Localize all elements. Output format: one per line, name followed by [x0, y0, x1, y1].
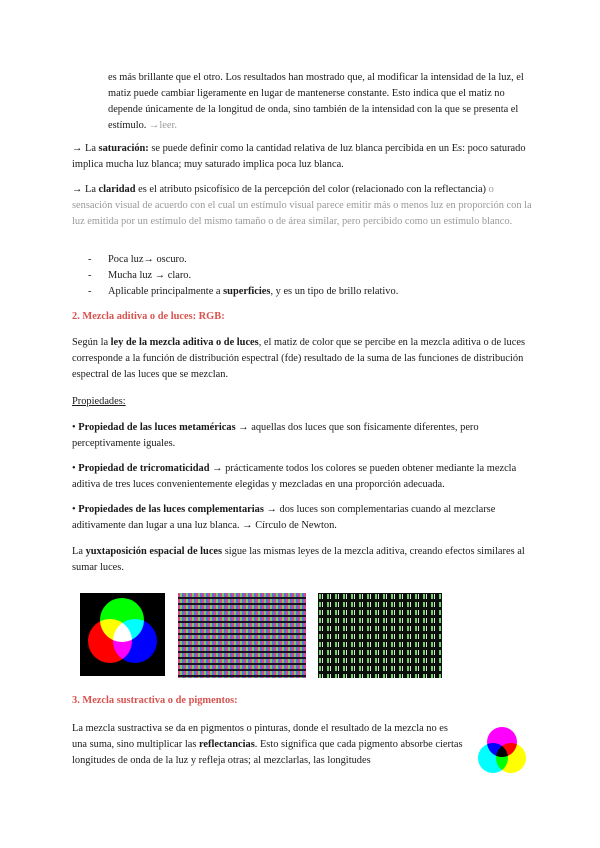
term-claridad: claridad — [98, 184, 136, 195]
sustractiva-text: La mezcla sustractiva se da en pigmentos o pinturas, donde el resultado de la mezcla no es una suma, sino multiplicar las — [72, 723, 448, 750]
aditiva-text: , el matiz de color que se percibe en la mezcla aditiva o de luces corresponde a la función de distribución espectral (fde) resultado de la suma de las funciones de distribución espectral de las luces que se mezclan. — [72, 337, 525, 380]
bullet: • — [72, 422, 79, 433]
rgb-additive-image — [80, 593, 165, 676]
yuxtaposicion-text: La — [72, 546, 86, 557]
rgb-pixel-pattern-image — [178, 593, 306, 678]
list-item-text: Poca luz→ oscuro. — [108, 254, 187, 265]
propiedades-label: Propiedades: — [72, 396, 126, 407]
paragraph-matiz-text: es más brillante que el otro. Los resultados han mostrado que, al modificar la intensidad de la luz, el matiz puede cambiar ligeramente en lugar de mantenerse constante. Esto indica que el matiz no depende únicamente de la longitud de onda, sino también de la intensidad con la que se presenta el estímulo. — [108, 72, 524, 131]
heading-mezcla-aditiva: 2. Mezcla aditiva o de luces: RGB: — [72, 311, 225, 322]
property-text: → prácticamente todos los colores se pueden obtener mediante la mezcla aditiva de tres luces convenientemente elegidas y mezcladas en una proporción adecuada. — [72, 463, 517, 490]
paragraph-yuxtaposicion — [72, 544, 532, 576]
heading-mezcla-sustractiva: 3. Mezcla sustractiva o de pigmentos: — [72, 695, 238, 706]
leer-link[interactable]: →leer. — [149, 120, 177, 131]
aditiva-text: Según la — [72, 337, 111, 348]
property-text: → aquellas dos luces que son físicamente diferentes, pero perceptivamente iguales. — [72, 422, 479, 449]
arrow-text: → La — [72, 184, 99, 195]
arrow-text: → La — [72, 143, 99, 154]
paragraph-matiz — [108, 70, 528, 134]
list-item — [88, 252, 398, 268]
property-tricromaticidad — [72, 461, 532, 493]
claridad-definition: es el atributo psicofísico de la percepción del color (relacionado con la reflectancia) — [135, 184, 487, 195]
term-saturacion: saturación: — [98, 143, 149, 154]
property-title: Propiedades de las luces complementarias — [78, 504, 264, 515]
property-complementarias — [72, 502, 532, 534]
property-text: → dos luces son complementarias cuando al mezclarse aditivamente dan lugar a una luz blanca. → Círculo de Newton. — [72, 504, 496, 531]
list-item-text: Aplicable principalmente a — [108, 286, 224, 297]
term-superficies: superficies — [223, 286, 271, 297]
property-metamericas — [72, 420, 532, 452]
property-title: Propiedad de las luces metaméricas — [78, 422, 236, 433]
dash-list — [88, 252, 398, 300]
paragraph-sustractiva — [72, 721, 464, 769]
green-pixel-pattern-image — [318, 593, 442, 678]
term-ley-aditiva: ley de la mezcla aditiva o de luces — [110, 337, 259, 348]
term-yuxtaposicion: yuxtaposición espacial de luces — [85, 546, 223, 557]
paragraph-claridad — [72, 182, 532, 230]
saturacion-definition: se puede definir como la cantidad relativa de luz blanca percibida en un Es: poco saturado implica mucha luz blanca; muy saturado implica poca luz blanca. — [72, 143, 526, 170]
claridad-gray-text: o sensación visual de acuerdo con el cual un estímulo visual parece emitir más o menos luz en proporción con la luz emitida por un estímulo del mismo tamaño o de área similar, pero percibido como un estímulo blanco. — [72, 184, 532, 227]
term-reflectancias: reflectancias — [198, 739, 255, 750]
list-item-text: Mucha luz → claro. — [108, 270, 192, 281]
property-title: Propiedad de tricromaticidad — [78, 463, 210, 474]
sustractiva-text: . Esto significa que cada pigmento absorbe ciertas longitudes de onda de la luz y refleja otras; al mezclarlas, las longitudes — [72, 739, 463, 766]
list-item — [88, 284, 398, 300]
bullet: • — [72, 504, 79, 515]
cmy-subtractive-image — [474, 724, 530, 778]
paragraph-saturacion — [72, 141, 532, 173]
paragraph-aditiva — [72, 335, 532, 383]
bullet: • — [72, 463, 79, 474]
yuxtaposicion-text: sigue las mismas leyes de la mezcla aditiva, creando efectos similares al sumar luces. — [72, 546, 525, 573]
list-item — [88, 268, 398, 284]
list-item-text: , y es un tipo de brillo relativo. — [270, 286, 399, 297]
